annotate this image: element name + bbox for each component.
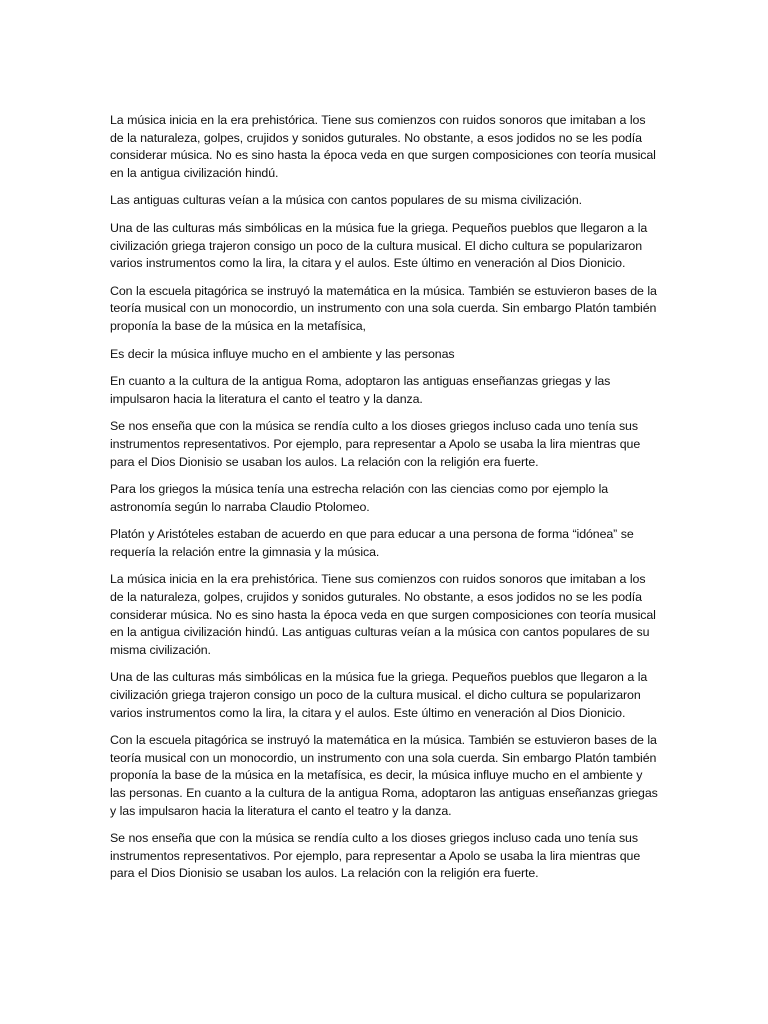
paragraph-1: La música inicia en la era prehistórica. Tiene sus comienzos con ruidos sonoros que imitaban a los de la naturaleza, golpes, crujidos y sonidos guturales. No obstante, a esos jodidos no se les podía considerar música. No es sino hasta la época veda en que surgen composiciones con teoría musical en la antigua civilización hindú. bbox=[110, 113, 656, 180]
paragraph-2: Las antiguas culturas veían a la música con cantos populares de su misma civilización. bbox=[110, 193, 582, 208]
paragraph-8: Para los griegos la música tenía una estrecha relación con las ciencias como por ejemplo la astronomía según lo narraba Claudio Ptolomeo. bbox=[110, 482, 609, 514]
paragraph-12: Con la escuela pitagórica se instruyó la matemática en la música. También se estuvieron bases de la teoría musical con un monocordio, un instrumento con una sola cuerda. Sin embargo Platón también proponía la base de la música en la metafísica, es decir, la música influye mucho en el ambiente y las personas. En cuanto a la cultura de la antigua Roma, adoptaron las antiguas enseñanzas griegas y las impulsaron hacia la literatura el canto el teatro y la danza. bbox=[110, 733, 658, 818]
paragraph-7: Se nos enseña que con la música se rendía culto a los dioses griegos incluso cada uno tenía sus instrumentos representativos. Por ejemplo, para representar a Apolo se usaba la lira mientras que para el Dios Dionisio se usaban los aulos. La relación con la religión era fuerte. bbox=[110, 419, 641, 469]
paragraph-10: La música inicia en la era prehistórica. Tiene sus comienzos con ruidos sonoros que imitaban a los de la naturaleza, golpes, crujidos y sonidos guturales. No obstante, a esos jodidos no se les podía considerar música. No es sino hasta la época veda en que surgen composiciones con teoría musical en la antigua civilización hindú. Las antiguas culturas veían a la música con cantos populares de su misma civilización. bbox=[110, 572, 656, 657]
paragraph-9: Platón y Aristóteles estaban de acuerdo en que para educar a una persona de forma “idónea” se requería la relación entre la gimnasia y la música. bbox=[110, 527, 634, 559]
paragraph-13: Se nos enseña que con la música se rendía culto a los dioses griegos incluso cada uno tenía sus instrumentos representativos. Por ejemplo, para representar a Apolo se usaba la lira mientras que para el Dios Dionisio se usaban los aulos. La relación con la religión era fuerte. bbox=[110, 831, 641, 881]
paragraph-3: Una de las culturas más simbólicas en la música fue la griega. Pequeños pueblos que llegaron a la civilización griega trajeron consigo un poco de la cultura musical. El dicho cultura se popularizaron varios instrumentos como la lira, la citara y el aulos. Este último en veneración al Dios Dionicio. bbox=[110, 220, 648, 271]
paragraph-4: Con la escuela pitagórica se instruyó la matemática en la música. También se estuvieron bases de la teoría musical con un monocordio, un instrumento con una sola cuerda. Sin embargo Platón también proponía la base de la música en la metafísica, bbox=[110, 283, 657, 333]
paragraph-11: Una de las culturas más simbólicas en la música fue la griega. Pequeños pueblos que llegaron a la civilización griega trajeron consigo un poco de la cultura musical. el dicho cultura se popularizaron varios instrumentos como la lira, la citara y el aulos. Este último en veneración al Dios Dionicio. bbox=[110, 670, 648, 720]
paragraph-5: Es decir la música influye mucho en el ambiente y las personas bbox=[110, 346, 455, 361]
paragraph-6: En cuanto a la cultura de la antigua Roma, adoptaron las antiguas enseñanzas griegas y las impulsaron hacia la literatura el canto el teatro y la danza. bbox=[110, 374, 611, 406]
